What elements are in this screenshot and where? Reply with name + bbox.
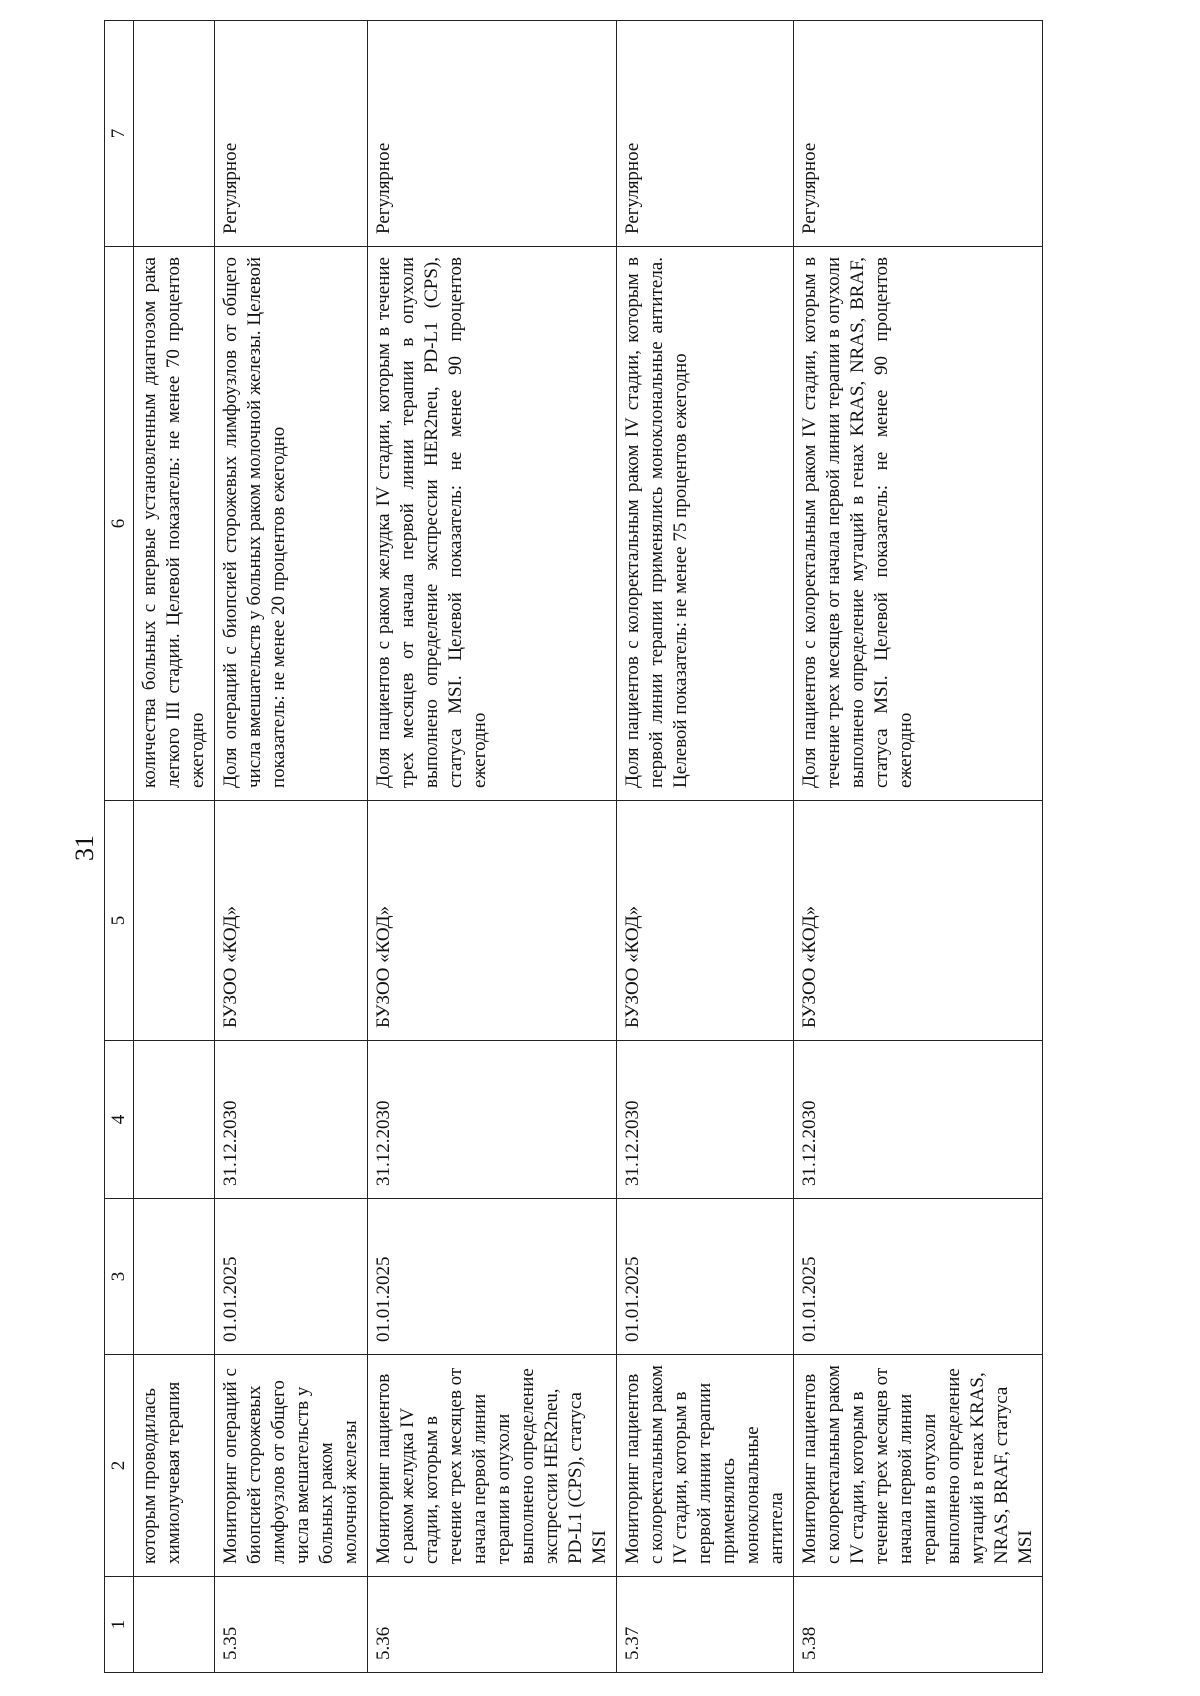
- column-header: 4: [105, 1041, 134, 1199]
- cell-event-name: Мониторинг пациентов с колоректальным раком IV стадии, которым в первой линии терапии применялись моноклональные антитела: [617, 1355, 794, 1577]
- cell-responsible: БУЗОО «КОД»: [215, 801, 368, 1041]
- table-row: [794, 21, 1043, 1673]
- cell-end-date: [134, 1041, 215, 1199]
- table-row: [368, 21, 617, 1673]
- cell-responsible: БУЗОО «КОД»: [794, 801, 1043, 1041]
- cell-type: Регулярное: [794, 21, 1043, 247]
- cell-start-date: 01.01.2025: [215, 1199, 368, 1355]
- cell-indicator: Доля пациентов с раком желудка IV стадии, которым в течение трех месяцев от начала первой линии терапии в опухоли выполнено определение экспрессии HER2neu, PD-L1 (CPS), статуса MSI. Целевой показатель: не менее 90 процентов ежегодно: [368, 247, 617, 801]
- table-row: [134, 21, 215, 1673]
- cell-responsible: БУЗОО «КОД»: [368, 801, 617, 1041]
- cell-event-name: Мониторинг пациентов с колоректальным раком IV стадии, которым в течение трех месяцев от начала первой линии терапии в опухоли выполнено определение мутаций в генах KRAS, NRAS, BRAF, статуса MSI: [794, 1355, 1043, 1577]
- cell-number: 5.38: [794, 1577, 1043, 1673]
- cell-number: [134, 1577, 215, 1673]
- cell-responsible: [134, 801, 215, 1041]
- cell-number: 5.37: [617, 1577, 794, 1673]
- cell-end-date: 31.12.2030: [215, 1041, 368, 1199]
- table-row: [617, 21, 794, 1673]
- column-header: 2: [105, 1355, 134, 1577]
- cell-number: 5.35: [215, 1577, 368, 1673]
- cell-type: Регулярное: [368, 21, 617, 247]
- cell-end-date: 31.12.2030: [617, 1041, 794, 1199]
- header-row: [105, 21, 134, 1673]
- cell-indicator: Доля пациентов с колоректальным раком IV стадии, которым в первой линии терапии применялись моноклональные антитела. Целевой показатель: не менее 75 процентов ежегодно: [617, 247, 794, 801]
- column-header: 5: [105, 801, 134, 1041]
- table-row: [215, 21, 368, 1673]
- cell-start-date: 01.01.2025: [794, 1199, 1043, 1355]
- cell-number: 5.36: [368, 1577, 617, 1673]
- column-header: 6: [105, 247, 134, 801]
- cell-end-date: 31.12.2030: [368, 1041, 617, 1199]
- cell-event-name: Мониторинг пациентов с раком желудка IV стадии, которым в течение трех месяцев от начала первой линии терапии в опухоли выполнено определение экспрессии HER2neu, PD-L1 (CPS), статуса MSI: [368, 1355, 617, 1577]
- column-header: 7: [105, 21, 134, 247]
- plan-table: [104, 20, 1043, 1673]
- cell-responsible: БУЗОО «КОД»: [617, 801, 794, 1041]
- cell-start-date: 01.01.2025: [368, 1199, 617, 1355]
- cell-start-date: [134, 1199, 215, 1355]
- cell-indicator: Доля пациентов с колоректальным раком IV стадии, которым в течение трех месяцев от начала первой линии терапии в опухоли выполнено определение мутаций в генах KRAS, NRAS, BRAF, статуса MSI. Целевой показатель: не менее 90 процентов ежегодно: [794, 247, 1043, 801]
- cell-type: Регулярное: [617, 21, 794, 247]
- page-number: 31: [70, 835, 99, 861]
- column-header: 3: [105, 1199, 134, 1355]
- cell-indicator: количества больных с впервые установленным диагнозом рака легкого III стадии. Целевой показатель: не менее 70 процентов ежегодно: [134, 247, 215, 801]
- cell-event-name: Мониторинг операций с биопсией сторожевых лимфоузлов от общего числа вмешательств у больных раком молочной железы: [215, 1355, 368, 1577]
- cell-start-date: 01.01.2025: [617, 1199, 794, 1355]
- cell-indicator: Доля операций с биопсией сторожевых лимфоузлов от общего числа вмешательств у больных раком молочной железы. Целевой показатель: не менее 20 процентов ежегодно: [215, 247, 368, 801]
- cell-type: [134, 21, 215, 247]
- cell-end-date: 31.12.2030: [794, 1041, 1043, 1199]
- column-header: 1: [105, 1577, 134, 1673]
- cell-event-name: которым проводилась химиолучевая терапия: [134, 1355, 215, 1577]
- cell-type: Регулярное: [215, 21, 368, 247]
